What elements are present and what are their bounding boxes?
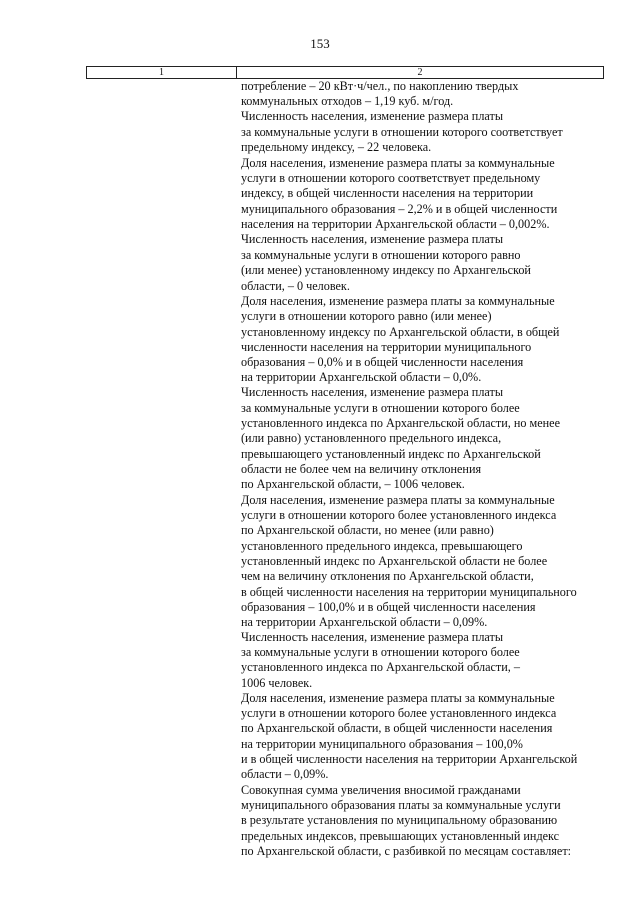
text-line: Совокупная сумма увеличения вносимой гражданами: [241, 783, 521, 797]
text-line: Доля населения, изменение размера платы за коммунальные: [241, 156, 555, 170]
text-line: за коммунальные услуги в отношении которого соответствует: [241, 125, 563, 139]
text-line: Доля населения, изменение размера платы за коммунальные: [241, 691, 555, 705]
text-line: превышающего установленный индекс по Архангельской: [241, 447, 541, 461]
text-line: коммунальных отходов – 1,19 куб. м/год.: [241, 94, 454, 108]
text-line: услуги в отношении которого более установленного индекса: [241, 706, 557, 720]
text-line: 1006 человек.: [241, 676, 313, 690]
text-line: (или менее) установленному индексу по Архангельской: [241, 263, 531, 277]
text-line: численности населения на территории муниципального: [241, 340, 532, 354]
text-line: муниципального образования платы за коммунальные услуги: [241, 798, 561, 812]
text-line: установленного индекса по Архангельской области, –: [241, 660, 520, 674]
text-line: образования – 100,0% и в общей численности населения: [241, 600, 536, 614]
text-line: за коммунальные услуги в отношении которого равно: [241, 248, 521, 262]
column-2-number: 2: [417, 67, 423, 78]
text-line: установленного предельного индекса, превышающего: [241, 539, 523, 553]
text-line: и в общей численности населения на территории Архангельской: [241, 752, 578, 766]
text-line: на территории муниципального образования – 100,0%: [241, 737, 523, 751]
text-line: Доля населения, изменение размера платы за коммунальные: [241, 294, 555, 308]
text-line: в общей численности населения на территории муниципального: [241, 585, 577, 599]
text-line: по Архангельской области, в общей численности населения: [241, 721, 553, 735]
text-line: Численность населения, изменение размера платы: [241, 630, 504, 644]
text-line: потребление – 20 кВт·ч/чел., по накоплению твердых: [241, 79, 519, 93]
text-line: образования – 0,0% и в общей численности населения: [241, 355, 524, 369]
text-line: на территории Архангельской области – 0,09%.: [241, 615, 488, 629]
text-line: на территории Архангельской области – 0,0%.: [241, 370, 482, 384]
text-line: в результате установления по муниципальному образованию: [241, 813, 558, 827]
text-line: услуги в отношении которого соответствует предельному: [241, 171, 541, 185]
text-line: предельных индексов, превышающих установленный индекс: [241, 829, 560, 843]
text-line: области не более чем на величину отклонения: [241, 462, 482, 476]
text-line: Численность населения, изменение размера платы: [241, 109, 504, 123]
text-line: по Архангельской области, с разбивкой по месяцам составляет:: [241, 844, 572, 858]
text-line: услуги в отношении которого равно (или менее): [241, 309, 492, 323]
text-line: Численность населения, изменение размера платы: [241, 232, 504, 246]
text-line: предельному индексу, – 22 человека.: [241, 140, 432, 154]
text-line: области, – 0 человек.: [241, 279, 350, 293]
text-line: Доля населения, изменение размера платы за коммунальные: [241, 493, 555, 507]
text-line: чем на величину отклонения по Архангельской области,: [241, 569, 534, 583]
text-line: установленному индексу по Архангельской области, в общей: [241, 325, 560, 339]
text-line: установленный индекс по Архангельской области не более: [241, 554, 548, 568]
table-header-row: [86, 66, 604, 79]
text-line: индексу, в общей численности населения на территории: [241, 186, 534, 200]
text-line: области – 0,09%.: [241, 767, 329, 781]
page-number: 153: [310, 36, 330, 51]
text-line: населения на территории Архангельской области – 0,002%.: [241, 217, 550, 231]
column-1-number: 1: [159, 67, 164, 78]
text-line: Численность населения, изменение размера платы: [241, 385, 504, 399]
text-line: за коммунальные услуги в отношении которого более: [241, 645, 520, 659]
text-line: установленного индекса по Архангельской области, но менее: [241, 416, 560, 430]
text-line: муниципального образования – 2,2% и в общей численности: [241, 202, 558, 216]
text-line: по Архангельской области, но менее (или равно): [241, 523, 494, 537]
text-line: по Архангельской области, – 1006 человек.: [241, 477, 465, 491]
text-line: (или равно) установленного предельного индекса,: [241, 431, 502, 445]
text-line: услуги в отношении которого более установленного индекса: [241, 508, 557, 522]
text-line: за коммунальные услуги в отношении которого более: [241, 401, 520, 415]
